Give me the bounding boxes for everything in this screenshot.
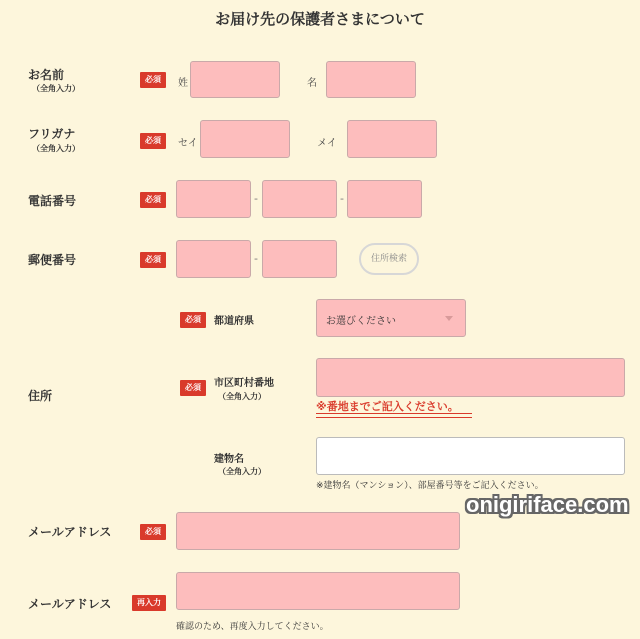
address-search-button[interactable]: 住所検索 (359, 243, 419, 275)
name-sub-label: （全角入力） (32, 84, 80, 93)
email-input[interactable] (176, 512, 460, 550)
name-label: お名前 (28, 68, 65, 82)
building-sub-label: （全角入力） (218, 467, 266, 476)
postal-separator: - (254, 252, 258, 265)
building-note: ※建物名（マンション）、部屋番号等をご記入ください。 (316, 481, 544, 491)
phone-part3-input[interactable] (347, 180, 422, 218)
sei-prefix: 姓 (178, 78, 188, 89)
city-warning-text: ※番地までご記入ください。 (316, 400, 459, 413)
city-label: 市区町村番地 (214, 378, 274, 389)
required-badge: 必須 (140, 192, 166, 208)
furigana-sub-label: （全角入力） (32, 144, 80, 153)
watermark-text: onigiriface.com (466, 492, 629, 517)
building-label: 建物名 (214, 454, 244, 465)
prefecture-select[interactable] (316, 299, 466, 337)
last-name-kana-input[interactable] (200, 120, 290, 158)
city-address-input[interactable] (316, 358, 625, 397)
warning-underline (316, 413, 472, 418)
reenter-badge: 再入力 (132, 595, 166, 611)
required-badge: 必須 (180, 312, 206, 328)
prefecture-label: 都道府県 (214, 316, 254, 327)
phone-part2-input[interactable] (262, 180, 337, 218)
form-title: お届け先の保護者さまについて (215, 10, 425, 28)
phone-part1-input[interactable] (176, 180, 251, 218)
address-label: 住所 (28, 389, 53, 403)
email-confirm-note: 確認のため、再度入力してください。 (176, 622, 329, 632)
email-confirm-label: メールアドレス (28, 597, 112, 611)
city-sub-label: （全角入力） (218, 392, 266, 401)
required-badge: 必須 (140, 72, 166, 88)
furigana-label: フリガナ (28, 127, 76, 141)
first-name-kana-input[interactable] (347, 120, 437, 158)
phone-label: 電話番号 (28, 194, 77, 208)
required-badge: 必須 (140, 252, 166, 268)
postal-label: 郵便番号 (28, 253, 77, 267)
required-badge: 必須 (180, 380, 206, 396)
required-badge: 必須 (140, 133, 166, 149)
phone-separator: - (340, 192, 344, 205)
prefecture-selected-value: お選びください (326, 316, 396, 327)
building-input[interactable] (316, 437, 625, 475)
sei-kana-prefix: セイ (178, 138, 198, 149)
chevron-down-icon (445, 316, 453, 321)
postal-part1-input[interactable] (176, 240, 251, 278)
last-name-input[interactable] (190, 61, 280, 98)
required-badge: 必須 (140, 524, 166, 540)
email-confirm-input[interactable] (176, 572, 460, 610)
postal-part2-input[interactable] (262, 240, 337, 278)
mei-prefix: 名 (307, 78, 317, 89)
email-label: メールアドレス (28, 525, 112, 539)
first-name-input[interactable] (326, 61, 416, 98)
phone-separator: - (254, 192, 258, 205)
mei-kana-prefix: メイ (317, 138, 337, 149)
